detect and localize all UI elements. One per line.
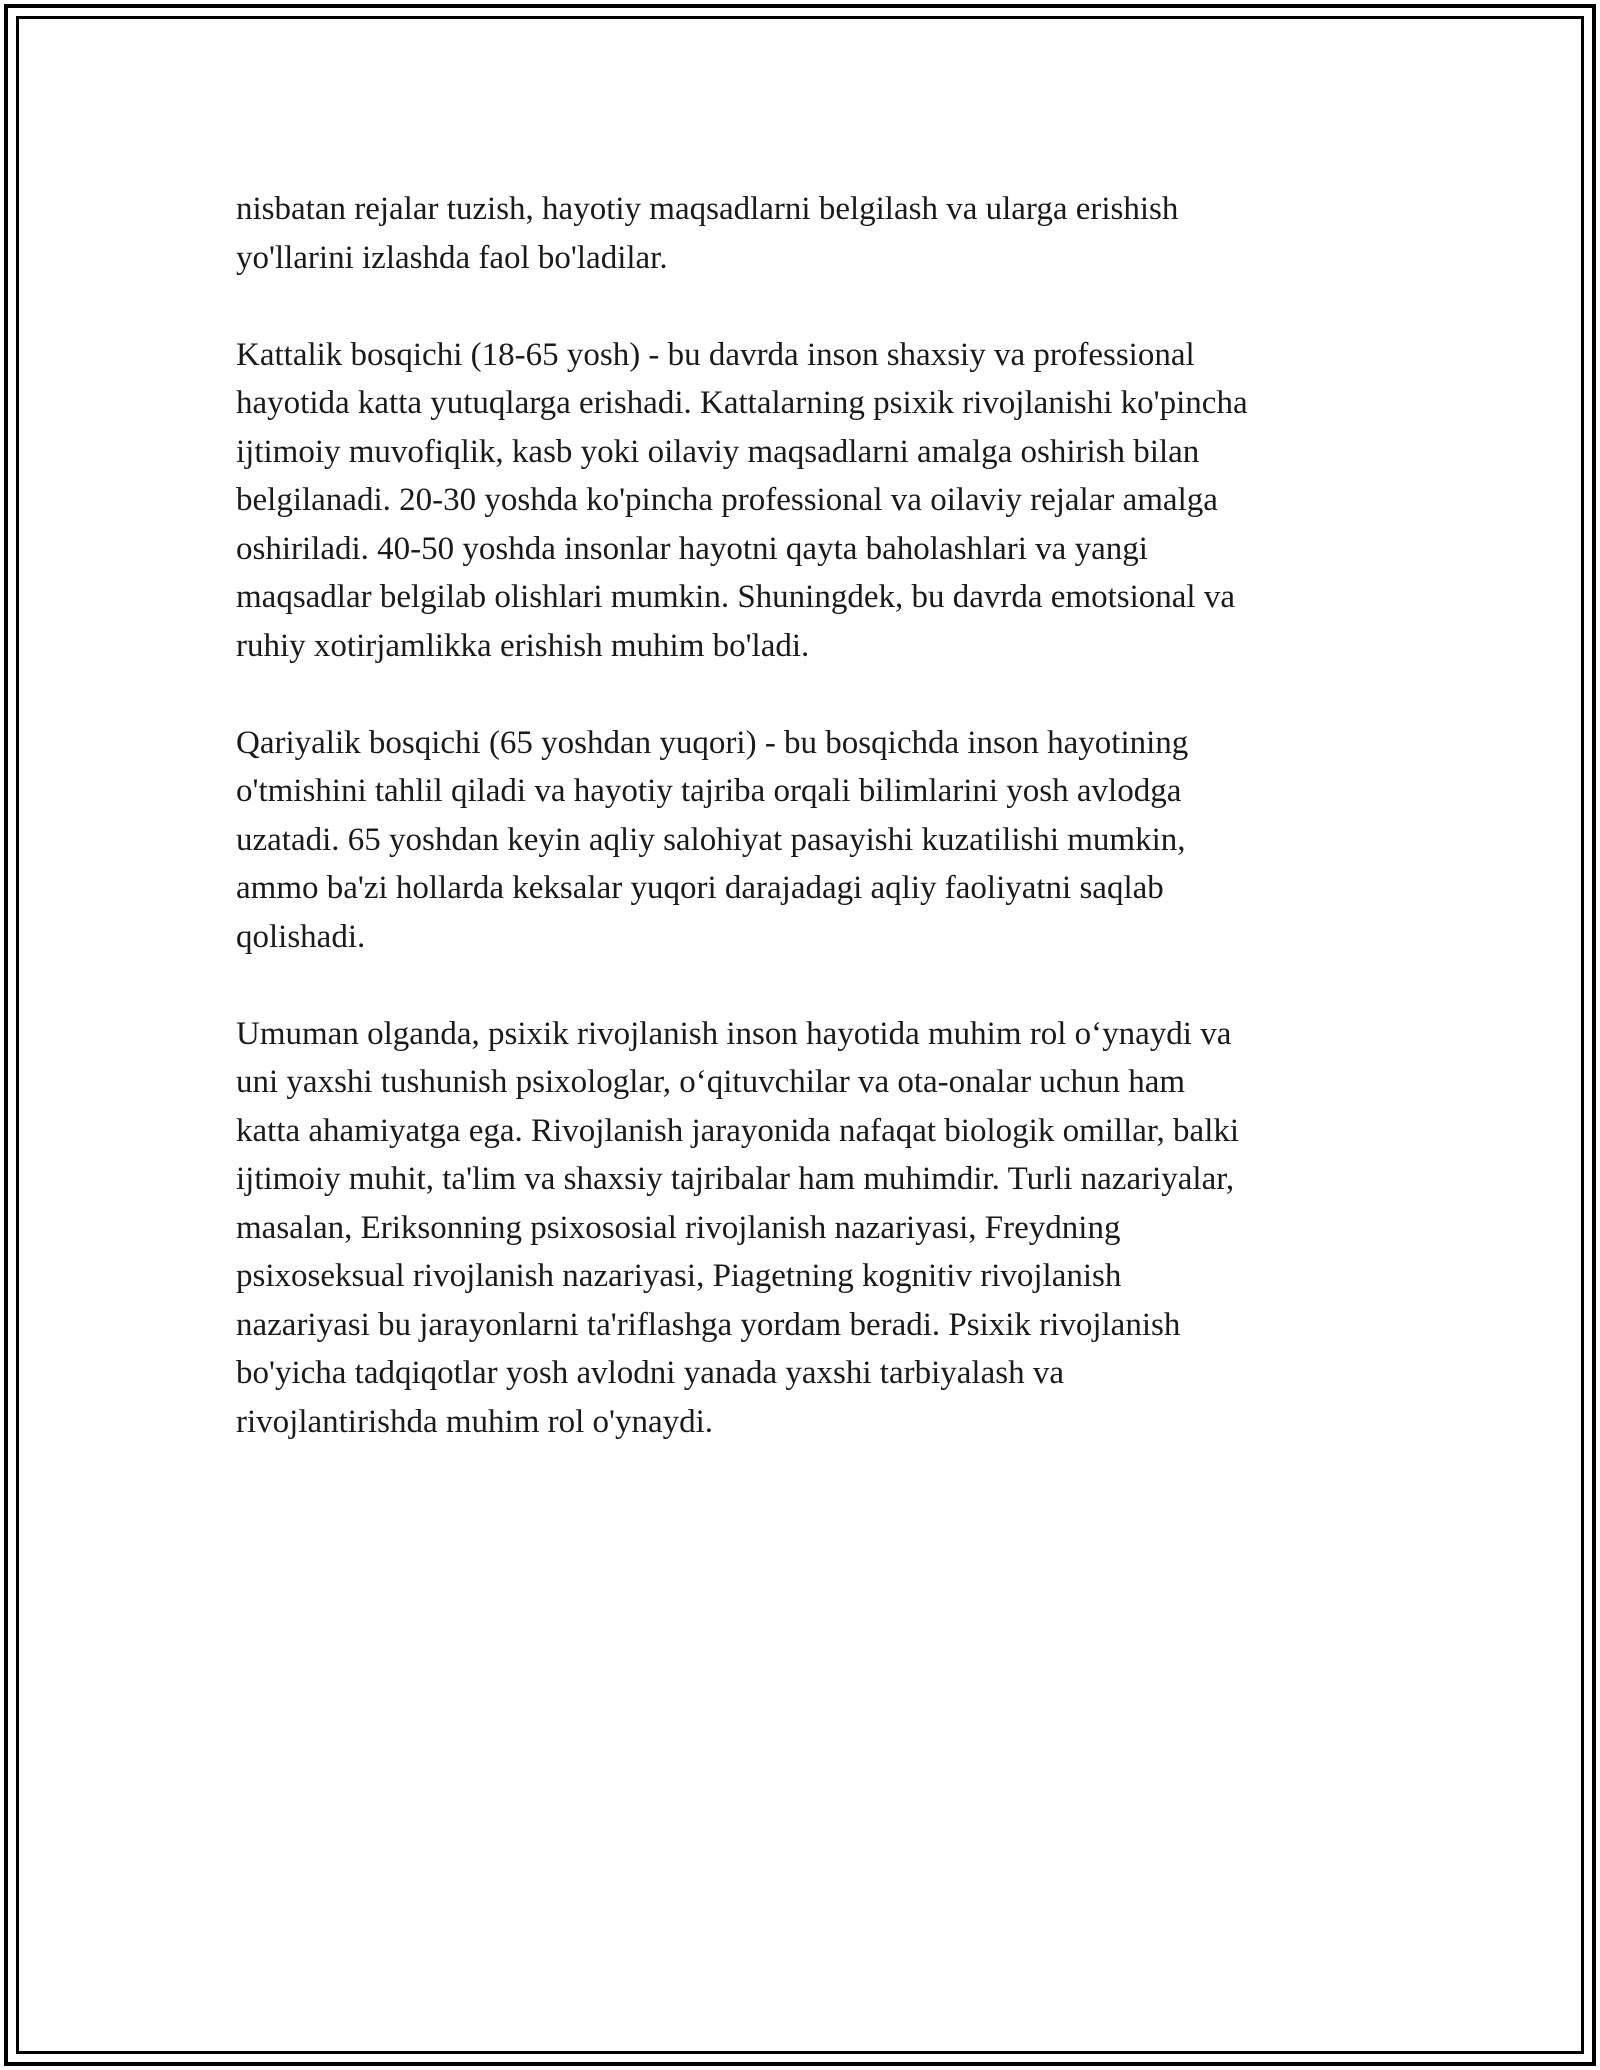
text-line: Kattalik bosqichi (18-65 yosh) - bu davrda inson shaxsiy va professional <box>236 336 1195 373</box>
text-line: rivojlantirishda muhim rol o'ynaydi. <box>236 1403 714 1440</box>
text-line: ijtimoiy muvofiqlik, kasb yoki oilaviy maqsadlarni amalga oshirish bilan <box>236 433 1200 470</box>
text-line: uzatadi. 65 yoshdan keyin aqliy salohiyat pasayishi kuzatilishi mumkin, <box>236 821 1186 858</box>
text-line: oshiriladi. 40-50 yoshda insonlar hayotni qayta baholashlari va yangi <box>236 530 1148 567</box>
text-line: ijtimoiy muhit, ta'lim va shaxsiy tajribalar ham muhimdir. Turli nazariyalar, <box>236 1161 1235 1197</box>
text-line: belgilanadi. 20-30 yoshda ko'pincha professional va oilaviy rejalar amalga <box>236 482 1218 518</box>
text-line: ruhiy xotirjamlikka erishish muhim bo'ladi. <box>236 627 810 664</box>
text-line: Qariyalik bosqichi (65 yoshdan yuqori) - bu bosqichda inson hayotining <box>236 724 1189 761</box>
text-line: uni yaxshi tushunish psixologlar, o‘qituvchilar va ota-onalar uchun ham <box>236 1064 1186 1100</box>
paragraph-adulthood <box>236 331 1376 671</box>
text-line: maqsadlar belgilab olishlari mumkin. Shuningdek, bu davrda emotsional va <box>236 579 1235 615</box>
text-line: ammo ba'zi hollarda keksalar yuqori darajadagi aqliy faoliyatni saqlab <box>236 870 1164 906</box>
text-line: masalan, Eriksonning psixososial rivojlanish nazariyasi, Freydning <box>236 1209 1121 1246</box>
text-line: psixoseksual rivojlanish nazariyasi, Piagetning kognitiv rivojlanish <box>236 1258 1122 1294</box>
text-line: hayotida katta yutuqlarga erishadi. Kattalarning psixik rivojlanishi ko'pincha <box>236 385 1248 421</box>
text-line: Umuman olganda, psixik rivojlanish inson hayotida muhim rol o‘ynaydi va <box>236 1015 1232 1052</box>
text-line: bo'yicha tadqiqotlar yosh avlodni yanada yaxshi tarbiyalash va <box>236 1355 1064 1391</box>
text-line: nisbatan rejalar tuzish, hayotiy maqsadlarni belgilash va ularga erishish <box>236 191 1179 227</box>
paragraph-conclusion <box>236 1010 1376 1447</box>
text-line: o'tmishini tahlil qiladi va hayotiy tajriba orqali bilimlarini yosh avlodga <box>236 773 1182 809</box>
text-line: nazariyasi bu jarayonlarni ta'riflashga yordam beradi. Psixik rivojlanish <box>236 1306 1181 1343</box>
document-body <box>236 185 1376 1495</box>
text-line: katta ahamiyatga ega. Rivojlanish jarayonida nafaqat biologik omillar, balki <box>236 1112 1240 1149</box>
paragraph-old-age <box>236 719 1376 962</box>
paragraph-continuation <box>236 185 1376 282</box>
text-line: yo'llarini izlashda faol bo'ladilar. <box>236 239 668 276</box>
text-line: qolishadi. <box>236 918 366 955</box>
